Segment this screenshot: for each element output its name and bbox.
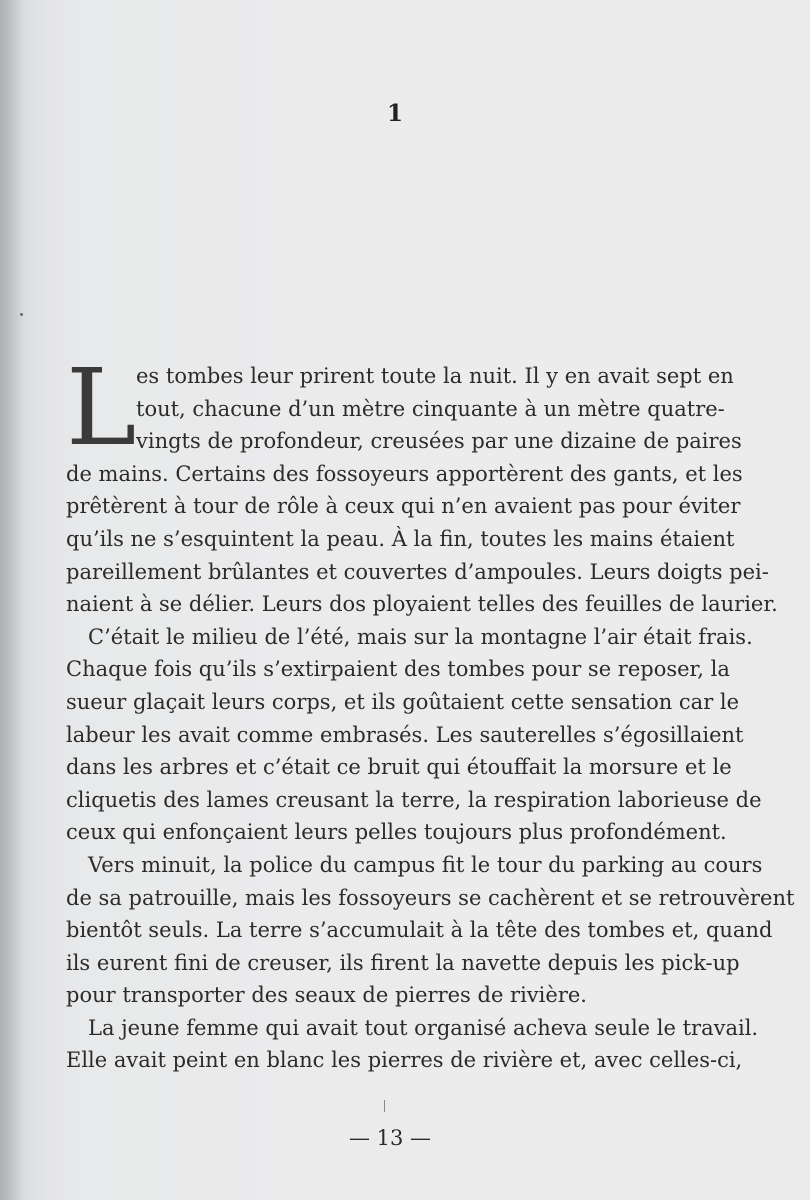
text-line: es tombes leur prirent toute la nuit. Il y en avait sept en: [136, 364, 734, 388]
text-line: pareillement brûlantes et couvertes d’ampoules. Leurs doigts pei-: [66, 559, 769, 584]
text-line: dans les arbres et c’était ce bruit qui étouffait la morsure et le: [66, 755, 732, 780]
body-text: [66, 346, 795, 1077]
page-speck: [20, 313, 23, 316]
spine-shadow: [0, 0, 24, 1200]
text-line: Elle avait peint en blanc les pierres de rivière et, avec celles-ci,: [66, 1048, 743, 1073]
text-line: sueur glaçait leurs corps, et ils goûtaient cette sensation car le: [66, 689, 740, 714]
text-line: vingts de profondeur, creusées par une dizaine de paires: [136, 429, 742, 454]
page-number: — 13 —: [348, 1126, 432, 1150]
text-line: qu’ils ne s’esquintent la peau. À la fin, toutes les mains étaient: [66, 526, 735, 551]
text-line: de sa patrouille, mais les fossoyeurs se cachèrent et se retrouvèrent: [66, 885, 795, 910]
text-line: ceux qui enfonçaient leurs pelles toujours plus profondément.: [66, 820, 727, 845]
text-line: tout, chacune d’un mètre cinquante à un mètre quatre-: [136, 396, 725, 421]
text-line: pour transporter des seaux de pierres de rivière.: [66, 983, 587, 1008]
text-line: Chaque fois qu’ils s’extirpaient des tombes pour se reposer, la: [66, 657, 730, 682]
text-line: C’était le milieu de l’été, mais sur la montagne l’air était frais.: [88, 624, 753, 649]
text-line: naient à se délier. Leurs dos ployaient telles des feuilles de laurier.: [66, 592, 778, 617]
text-line: ils eurent fini de creuser, ils firent la navette depuis les pick-up: [66, 950, 740, 975]
text-line: cliquetis des lames creusant la terre, la respiration laborieuse de: [66, 787, 762, 812]
text-line: La jeune femme qui avait tout organisé acheva seule le travail.: [88, 1015, 759, 1040]
text-line: de mains. Certains des fossoyeurs apportèrent des gants, et les: [66, 461, 743, 486]
stray-mark: [384, 1100, 385, 1112]
text-line: bientôt seuls. La terre s’accumulait à la tête des tombes et, quand: [66, 918, 773, 943]
text-line: labeur les avait comme embrasés. Les sauterelles s’égosillaient: [66, 722, 744, 747]
paragraph-2: [66, 621, 762, 849]
paragraph-4: [66, 1012, 759, 1077]
chapter-number: 1: [386, 100, 403, 127]
paragraph-3: [66, 849, 795, 1012]
text-line: prêtèrent à tour de rôle à ceux qui n’en avaient pas pour éviter: [66, 494, 741, 519]
drop-cap: L: [66, 346, 137, 469]
text-line: Vers minuit, la police du campus fit le tour du parking au cours: [88, 852, 763, 877]
paragraph-1: [66, 346, 778, 621]
